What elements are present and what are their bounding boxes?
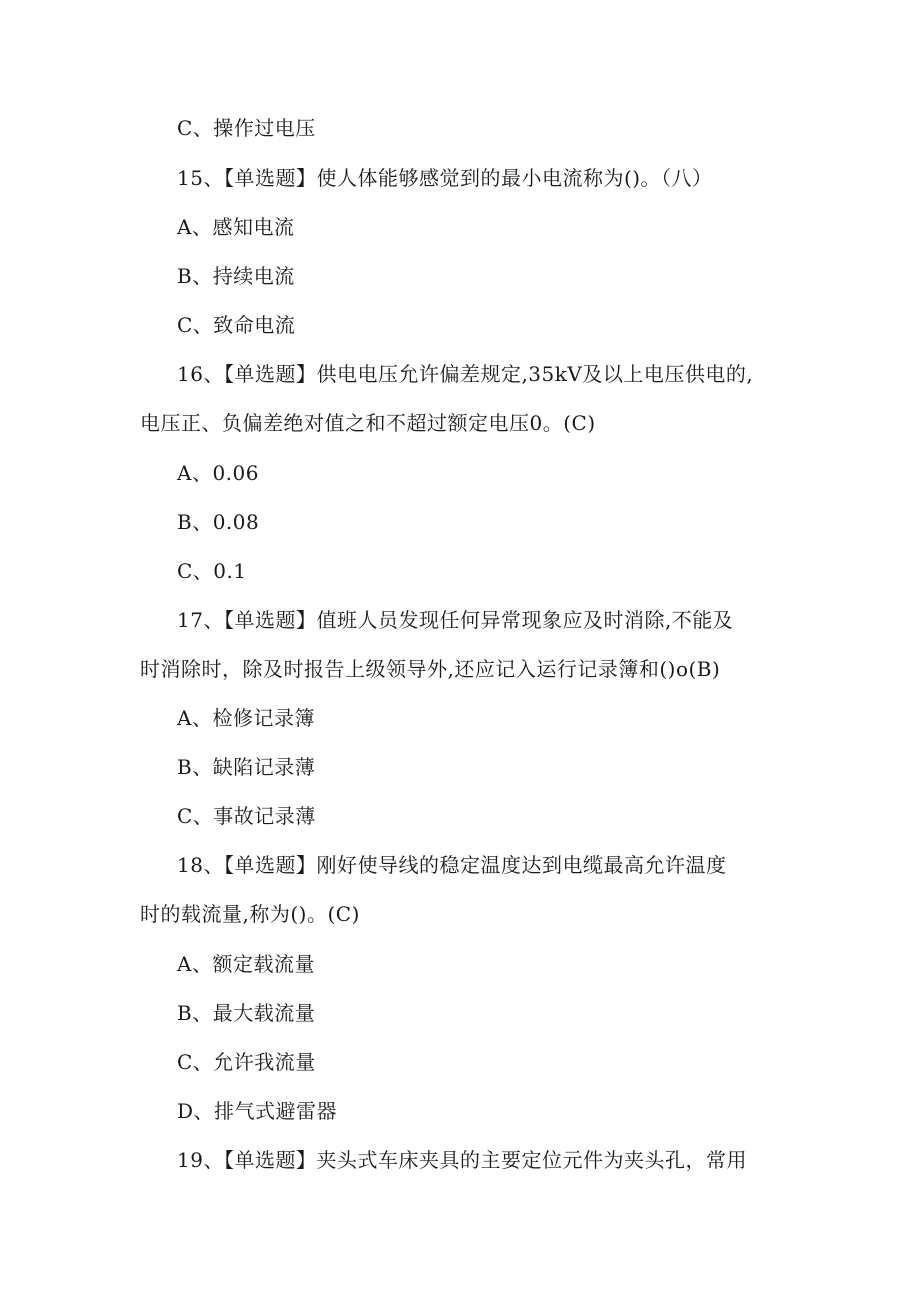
option-14-c: C、操作过电压 xyxy=(177,116,316,140)
option-17-b: B、缺陷记录薄 xyxy=(177,755,316,779)
question-15: 15、【单选题】使人体能够感觉到的最小电流称为()。（八） xyxy=(177,166,713,190)
option-18-a: A、额定载流量 xyxy=(177,952,315,976)
option-15-c: C、致命电流 xyxy=(177,313,296,337)
option-16-a: A、0.06 xyxy=(177,461,259,485)
option-17-a: A、检修记录簿 xyxy=(177,706,315,730)
option-17-c: C、事故记录薄 xyxy=(177,804,316,828)
option-15-a: A、感知电流 xyxy=(177,215,295,239)
option-16-b: B、0.08 xyxy=(177,510,260,534)
question-19: 19、【单选题】夹头式车床夹具的主要定位元件为夹头孔，常用 xyxy=(177,1148,747,1172)
question-17-continued: 时消除时，除及时报告上级领导外,还应记入运行记录簿和()o(B) xyxy=(140,657,721,681)
question-18: 18、【单选题】刚好使导线的稳定温度达到电缆最高允许温度 xyxy=(177,853,727,877)
option-18-d: D、排气式避雷器 xyxy=(177,1099,338,1123)
question-16: 16、【单选题】供电电压允许偏差规定,35kV及以上电压供电的, xyxy=(177,362,754,386)
question-18-continued: 时的载流量,称为()。(C) xyxy=(140,902,360,926)
option-18-b: B、最大载流量 xyxy=(177,1001,316,1025)
option-16-c: C、0.1 xyxy=(177,559,247,583)
option-15-b: B、持续电流 xyxy=(177,264,295,288)
option-18-c: C、允许我流量 xyxy=(177,1050,316,1074)
question-16-continued: 电压正、负偏差绝对值之和不超过额定电压0。(C) xyxy=(140,411,596,435)
question-17: 17、【单选题】值班人员发现任何异常现象应及时消除,不能及 xyxy=(177,608,734,632)
